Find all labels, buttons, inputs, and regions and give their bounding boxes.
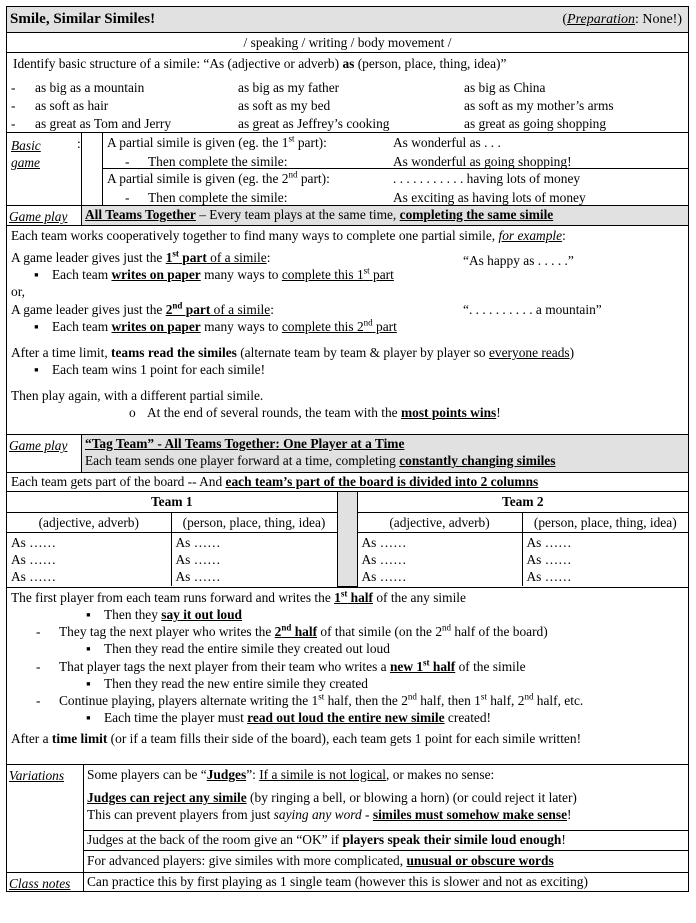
preparation-note: (Preparation: None!) (562, 12, 682, 27)
class-notes-section: Class notes Can practice this by first playing as 1 single team (however this is slower and not as exciting) (7, 873, 688, 891)
example-simile: as soft as hair (35, 98, 109, 114)
example-quote-2: “. . . . . . . . . . a mountain” (463, 301, 602, 317)
leader-1st-part: A game leader gives just the 1st part of a simile: “As happy as . . . . .” (11, 248, 574, 269)
read-entire-line: ▪ Then they read the entire simile they created out loud (86, 641, 390, 657)
play-again-line: Then play again, with a different partial simile. (11, 388, 264, 404)
team-2-noun-header: (person, place, thing, idea) (522, 512, 688, 532)
example-simile: as great as Jeffrey’s cooking (238, 116, 390, 132)
team-2-adj-cells: As …… As …… As …… (357, 532, 522, 586)
cooperative-line: Each team works cooperatively together to find many ways to complete one partial simile, for example: (11, 228, 566, 243)
scoring-line: After a time limit (or if a team fills their side of the board), each team gets 1 point for each simile written! (11, 731, 582, 747)
game-play-1-body (7, 226, 688, 435)
bullet-dash: - (11, 116, 16, 132)
board-divider (337, 492, 357, 586)
tag-team-body (7, 588, 688, 765)
example-row (7, 97, 688, 115)
example-simile: as great as Tom and Jerry (35, 116, 172, 132)
or-text: or, (11, 284, 25, 300)
that-player-line: - That player tags the next player from their team who writes a new 1st half of the simile (36, 657, 526, 674)
activity-sheet (6, 6, 689, 892)
continue-line: - Continue playing, players alternate writing the 1st half, then the 2nd half, then 1st half, 2nd half, etc. (36, 691, 584, 708)
variation-advanced: For advanced players: give similes with more complicated, unusual or obscure words (87, 853, 554, 868)
game-play-all-teams-header: Game play All Teams Together – Every team plays at the same time, completing the same simile (7, 206, 688, 226)
page-title: Smile, Similar Similes! (10, 11, 156, 27)
team-2-adj-header: (adjective, adverb) (357, 512, 522, 532)
team-writes-2nd: ▪ Each team writes on paper many ways to complete this 2nd part (34, 317, 397, 334)
game-play-tag-team-header: Game play “Tag Team” - All Teams Together: One Player at a Time Each team sends one player forward at a time, completing constantly changing similes (7, 435, 688, 473)
variations-section: Variations Some players can be “Judges”: If a simile is not logical, or makes no sense: Judges can reject any simile (by ringing a bell, or blowing a horn) (or could reject it later) This can prevent players from just saying any word - similes must somehow make sense! Judges at the back of the room give an “OK” if players speak their simile loud enough! For advanced players: give similes with more complicated, unusual or obscure words (7, 765, 688, 873)
variation-loud: Judges at the back of the room give an “OK” if players speak their simile loud enough! (84, 831, 688, 851)
tag-next-line: - They tag the next player who writes the 2nd half of that simile (on the 2nd half of the board) (36, 622, 548, 640)
example-simile: as great as going shopping (464, 116, 607, 132)
points-line: ▪ Each team wins 1 point for each simile! (34, 362, 266, 378)
team-2-header: Team 2 (357, 492, 688, 512)
game-play-1-title: All Teams Together – Every team plays at the same time, completing the same simile (82, 206, 688, 225)
example-row (7, 79, 688, 97)
basic-game-part2: A partial simile is given (eg. the 2nd part): . . . . . . . . . . . having lots of money - Then complete the simile: As exciting as having lots of money (107, 169, 586, 205)
basic-game-part1: A partial simile is given (eg. the 1st part): As wonderful as . . . - Then complete the simile: As wonderful as going shopping! (103, 133, 688, 169)
basic-game-section (7, 133, 688, 206)
example-simile: as big as my father (238, 80, 340, 96)
game-play-2-title: “Tag Team” - All Teams Together: One Player at a Time Each team sends one player forward at a time, completing constantly changing similes (82, 435, 688, 472)
examples-grid (7, 79, 688, 133)
say-out-loud-line: ▪ Then they say it out loud (86, 607, 243, 623)
bullet-dash: - (11, 98, 16, 114)
winner-line: o At the end of several rounds, the team with the most points wins! (129, 405, 501, 421)
board-description: Each team gets part of the board -- And each team’s part of the board is divided into 2 columns (7, 473, 688, 492)
example-row (7, 115, 688, 133)
intro-text: Identify basic structure of a simile: “As (adjective or adverb) as (person, place, thing, idea)” (13, 56, 507, 71)
intro-section (7, 53, 688, 133)
each-time-line: ▪ Each time the player must read out loud the entire new simile created! (86, 710, 492, 726)
time-limit-line: After a time limit, teams read the similes (alternate team by team & player by player so everyone reads) (11, 344, 575, 360)
team-2-noun-cells: As …… As …… As …… (522, 532, 688, 586)
example-simile: as soft as my mother’s arms (464, 98, 614, 114)
example-simile: as big as China (464, 80, 546, 96)
skills-line: / speaking / writing / body movement / (7, 33, 688, 53)
example-simile: as big as a mountain (35, 80, 145, 96)
team-1-noun-header: (person, place, thing, idea) (171, 512, 337, 532)
leader-2nd-part: A game leader gives just the 2nd part of a simile: “. . . . . . . . . . a mountain” (11, 300, 602, 317)
team-writes-1st: ▪ Each team writes on paper many ways to complete this 1st part (34, 265, 394, 283)
team-1-header: Team 1 (7, 492, 337, 512)
first-player-line: The first player from each team runs forward and writes the 1st half of the any simile (11, 588, 466, 605)
variation-judges: Some players can be “Judges”: If a simile is not logical, or makes no sense: Judges can reject any simile (by ringing a bell, or blowing a horn) (or could reject it later) This can prevent players from just saying any word - similes must somehow make sense! (84, 765, 688, 831)
team-1-adj-cells: As …… As …… As …… (7, 532, 171, 586)
example-quote-1: “As happy as . . . . .” (463, 253, 574, 269)
team-1-noun-cells: As …… As …… As …… (171, 532, 337, 586)
title-bar (7, 7, 688, 33)
bullet-dash: - (11, 80, 16, 96)
team-1-adj-header: (adjective, adverb) (7, 512, 171, 532)
example-simile: as soft as my bed (238, 98, 331, 114)
basic-game-label: Basic game : (7, 133, 82, 205)
class-notes-text: Can practice this by first playing as 1 single team (however this is slower and not as exciting) (87, 874, 588, 889)
board-table-section (7, 492, 688, 588)
board-table (7, 492, 688, 587)
read-new-line: ▪ Then they read the new entire simile they created (86, 675, 368, 691)
